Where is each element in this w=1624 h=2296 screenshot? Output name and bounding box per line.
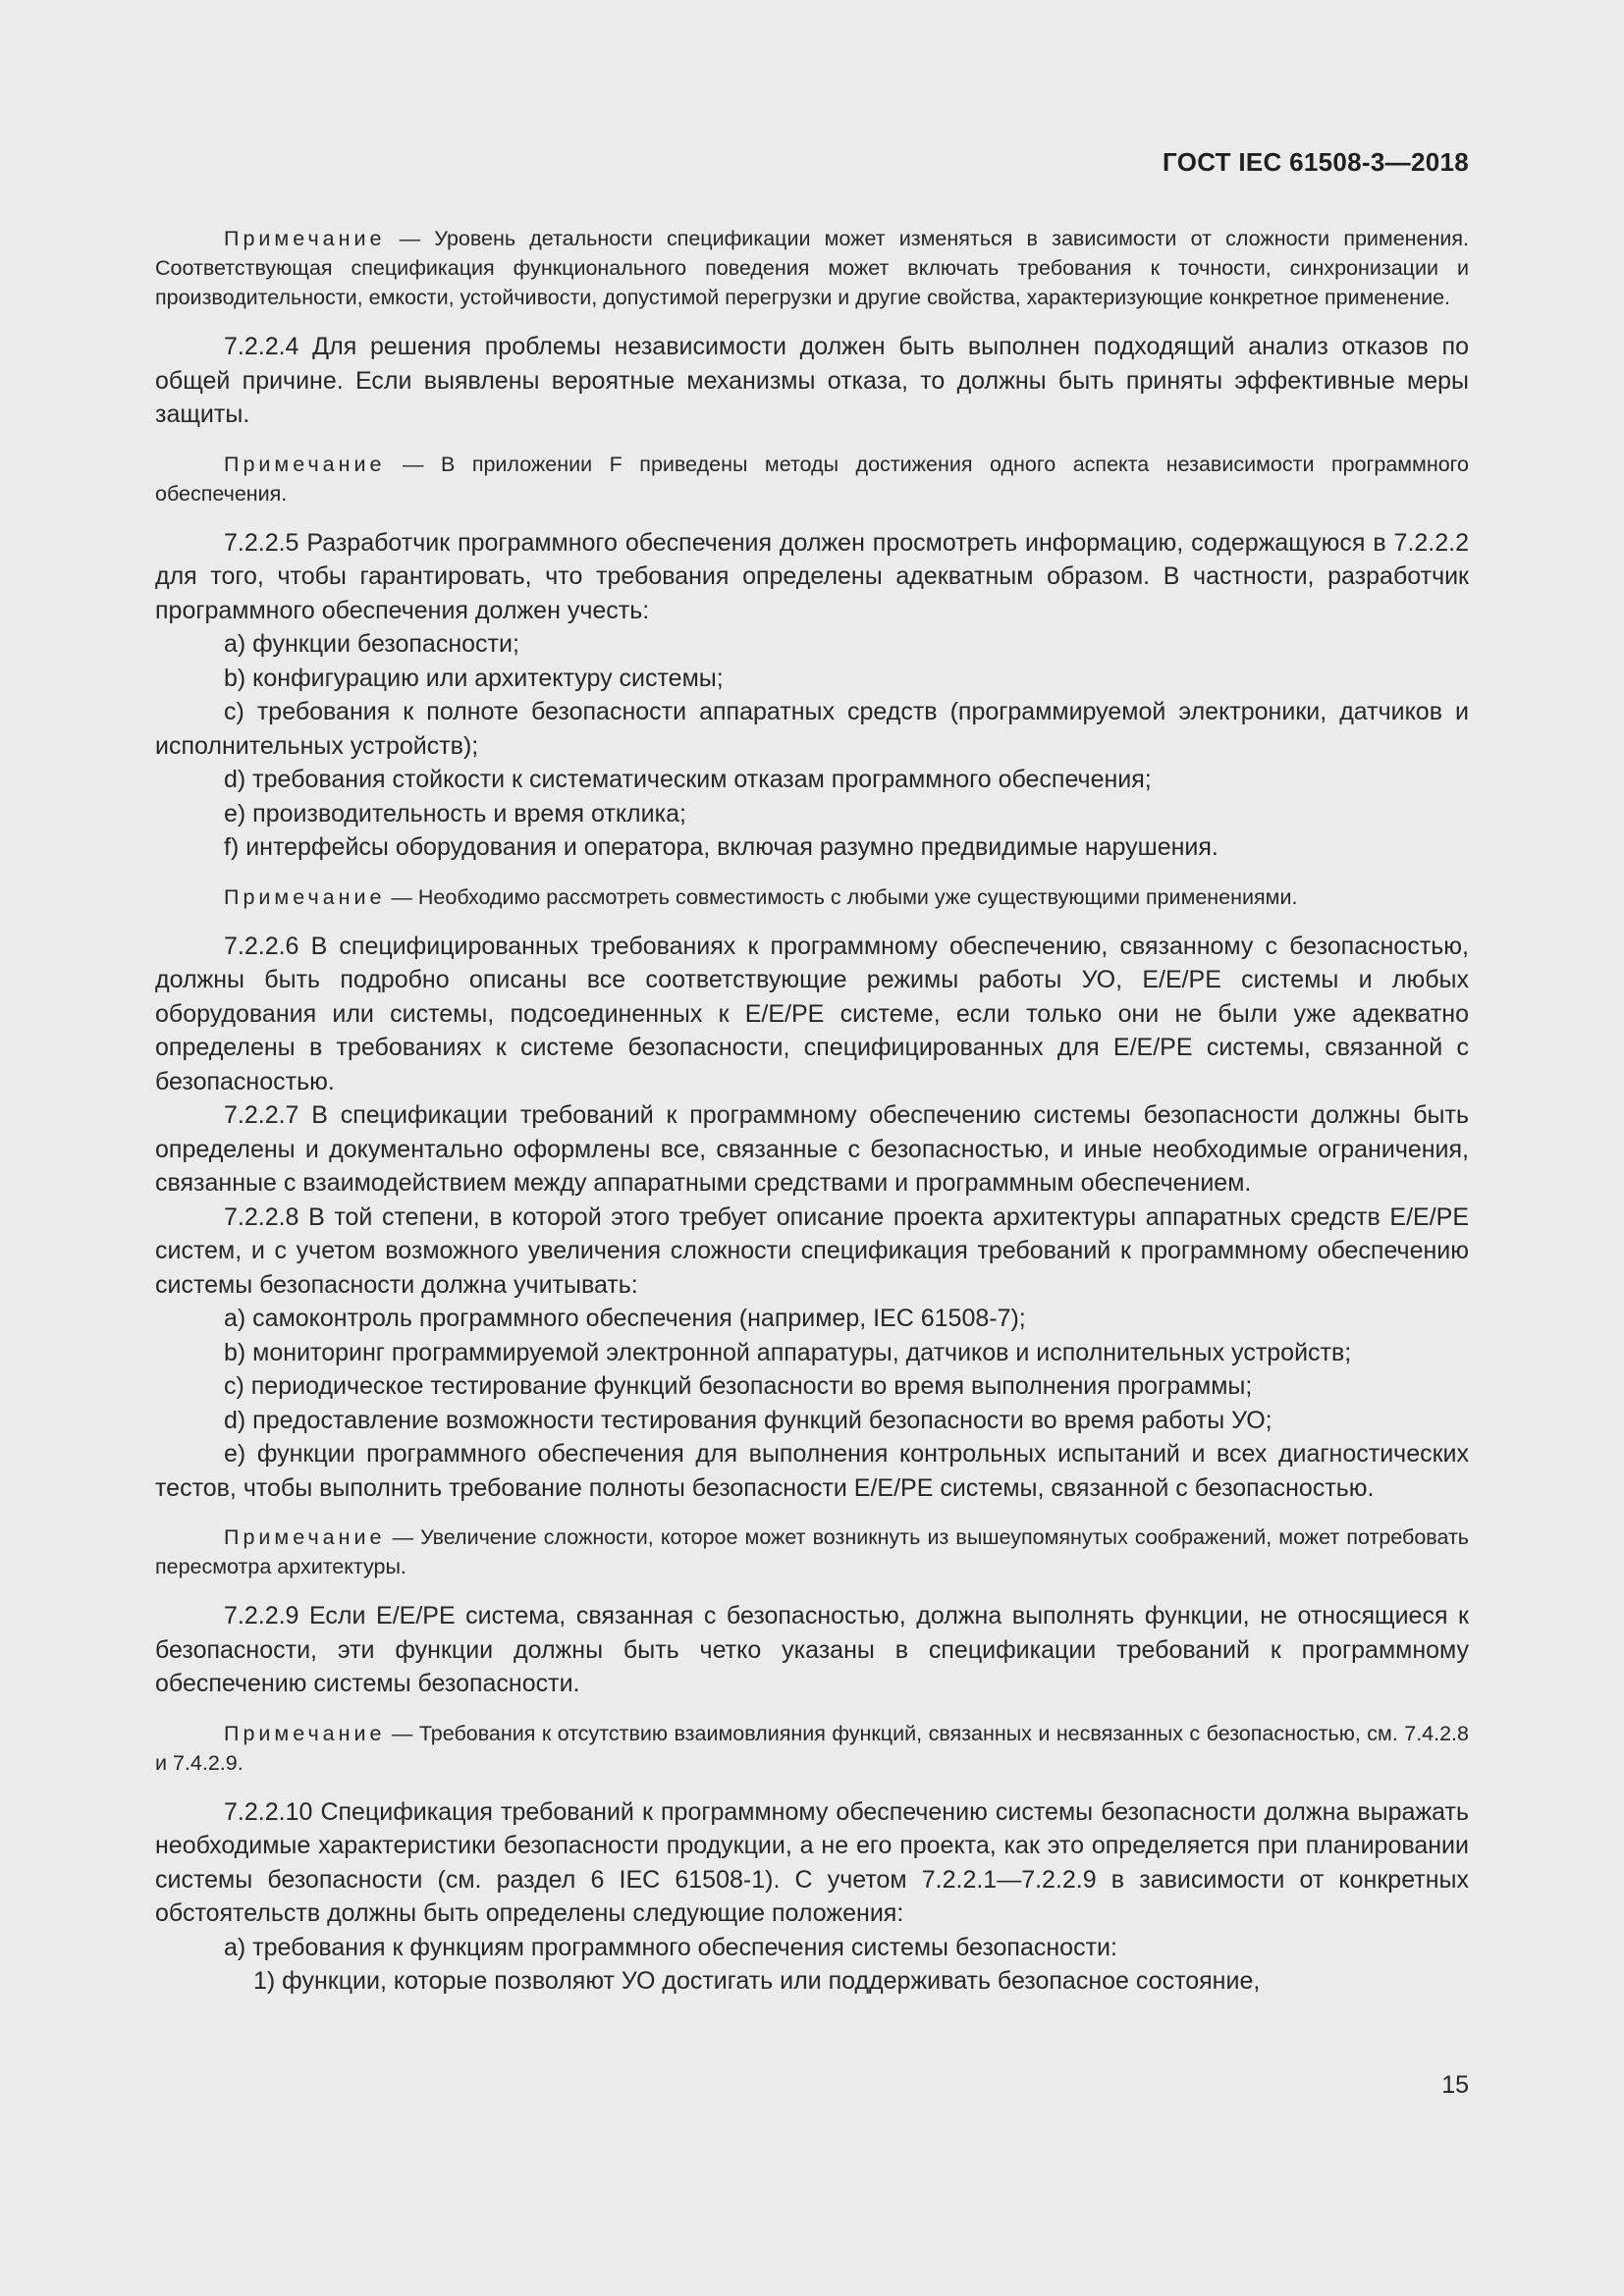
list-item-7228-c: с) периодическое тестирование функций безопасности во время выполнения программы; [224, 1372, 1253, 1400]
list-item-7225-a: а) функции безопасности; [224, 630, 519, 658]
list-item-7225-c: с) требования к полноте безопасности аппаратных средств (программируемой электроники, датчиков и исполнительных устройств); [155, 698, 1469, 760]
note-text: — Увеличение сложности, которое может возникнуть из вышеупомянутых соображений, может потребовать пересмотра архитектуры. [155, 1525, 1469, 1578]
note-complexity [155, 1522, 1469, 1581]
list-item-7225-d: d) требования стойкости к систематическим отказам программного обеспечения; [224, 766, 1152, 793]
note-text: — В приложении F приведены методы достижения одного аспекта независимости программного обеспечения. [155, 452, 1469, 506]
list-item-7225-f: f) интерфейсы оборудования и оператора, включая разумно предвидимые нарушения. [224, 833, 1218, 861]
note-text: — Уровень детальности спецификации может изменяться в зависимости от сложности применения. Соответствующая спецификация функционального поведения может включать требования к точности, синхронизации и производительности, емкости, устойчивости, допустимой перегрузки и другие свойства, характеризующие конкретное применение. [155, 227, 1469, 309]
note-label: Примечание [224, 452, 386, 476]
clause-7-2-2-4: 7.2.2.4 Для решения проблемы независимости должен быть выполнен подходящий анализ отказов по общей причине. Если выявлены вероятные механизмы отказа, то должны быть приняты эффективные меры защиты. [155, 333, 1469, 428]
list-item-7228-a: а) самоконтроль программного обеспечения (например, IEC 61508-7); [224, 1305, 1026, 1332]
list-item-7228-b: b) мониторинг программируемой электронной аппаратуры, датчиков и исполнительных устройств; [224, 1338, 1352, 1366]
list-item-72210-a1: 1) функции, которые позволяют УО достигать или поддерживать безопасное состояние, [253, 1967, 1261, 1995]
clause-7-2-2-5: 7.2.2.5 Разработчик программного обеспечения должен просмотреть информацию, содержащуюся в 7.2.2.2 для того, чтобы гарантировать, что требования определены адекватным образом. В частности, разработчик программного обеспечения должен учесть: [155, 528, 1469, 624]
list-item-72210-a: а) требования к функциям программного обеспечения системы безопасности: [224, 1933, 1117, 1961]
note-text: — Необходимо рассмотреть совместимость с любыми уже существующими применениями. [385, 884, 1298, 909]
clause-7-2-2-8: 7.2.2.8 В той степени, в которой этого требует описание проекта архитектуры аппаратных средств Е/Е/РЕ систем, и с учетом возможного увеличения сложности спецификация требований к программному обеспечению системы безопасности должна учитывать: [155, 1202, 1469, 1299]
list-item-7225-b: b) конфигурацию или архитектуру системы; [224, 664, 724, 692]
note-label: Примечание [224, 1721, 386, 1745]
clause-7-2-2-9: 7.2.2.9 Если Е/Е/РЕ система, связанная с безопасностью, должна выполнять функции, не относящиеся к безопасности, эти функции должны быть четко указаны в спецификации требований к программному обеспечению системы безопасности. [155, 1602, 1469, 1697]
clause-7-2-2-7: 7.2.2.7 В спецификации требований к программному обеспечению системы безопасности должны быть определены и документально оформлены все, связанные с безопасностью, и иные необходимые ограничения, связанные с взаимодействием между аппаратными средствами и программным обеспечением. [155, 1101, 1469, 1197]
note-interference [155, 1719, 1469, 1778]
page-number: 15 [1441, 2071, 1469, 2099]
list-item-7228-d: d) предоставление возможности тестирования функций безопасности во время работы УО; [224, 1406, 1272, 1434]
note-text: — Требования к отсутствию взаимовлияния функций, связанных и несвязанных с безопасностью, см. 7.4.2.8 и 7.4.2.9. [155, 1721, 1469, 1775]
document-code-header: ГОСТ IEC 61508-3—2018 [1163, 147, 1469, 177]
note-label: Примечание [224, 227, 386, 250]
note-compatibility [155, 882, 1469, 912]
page-body [155, 224, 1469, 1999]
list-item-7225-e: е) производительность и время отклика; [224, 799, 686, 828]
note-label: Примечание [224, 1525, 386, 1549]
list-item-7228-e: е) функции программного обеспечения для выполнения контрольных испытаний и всех диагностических тестов, чтобы выполнить требование полноты безопасности Е/Е/РЕ системы, связанной с безопасностью. [155, 1440, 1469, 1502]
note-label: Примечание [224, 884, 386, 909]
clause-7-2-2-10: 7.2.2.10 Спецификация требований к программному обеспечению системы безопасности должна выражать необходимые характеристики безопасности продукции, а не его проекта, как это определяется при планировании системы безопасности (см. раздел 6 IEC 61508-1). С учетом 7.2.2.1—7.2.2.9 в зависимости от конкретных обстоятельств должны быть определены следующие положения: [155, 1797, 1469, 1927]
note-appendix-f [155, 450, 1469, 508]
note-detail-level [155, 224, 1469, 312]
clause-7-2-2-6: 7.2.2.6 В специфицированных требованиях к программному обеспечению, связанному с безопасностью, должны быть подробно описаны все соответствующие режимы работы УО, Е/Е/РЕ системы и любых оборудования или системы, подсоединенных к Е/Е/РЕ системе, если только они не были уже адекватно определены в требованиях к системе безопасности, специфицированных для Е/Е/РЕ системы, связанной с безопасностью. [155, 932, 1469, 1095]
